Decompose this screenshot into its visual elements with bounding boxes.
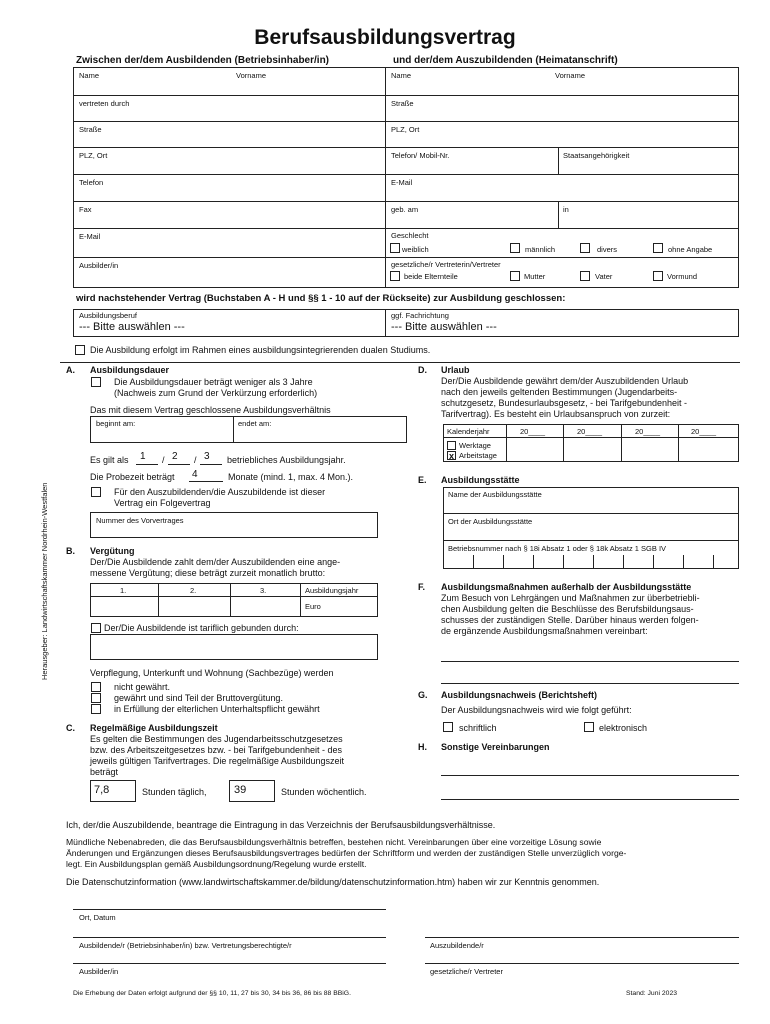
stand-note: Stand: Juni 2023: [626, 990, 678, 997]
checkbox-mutter[interactable]: [510, 271, 520, 281]
label-telefon-left: Telefon: [79, 178, 104, 187]
d-text3: schutzgesetz, Bundesurlaubsgesetz, - bei Tarifgebundenheit -: [441, 398, 687, 408]
label-sig-auszubildende: Auszubildende/r: [430, 941, 484, 950]
label-ort-datum: Ort, Datum: [79, 913, 116, 922]
label-telefon-right: Telefon/ Mobil-Nr.: [391, 151, 450, 160]
f-line-2[interactable]: [441, 683, 739, 684]
a-es-gilt: Es gilt als: [90, 455, 129, 465]
section-c-letter: C.: [66, 723, 75, 733]
b-sach2: gewährt und sind Teil der Bruttovergütung.: [114, 693, 283, 703]
label-vertreten: vertreten durch: [79, 99, 130, 108]
probezeit-value[interactable]: 4: [192, 469, 198, 480]
b-text1: Der/Die Ausbildende zahlt dem/der Auszubildenden eine ange-: [90, 557, 341, 567]
nebenabreden-3: legt. Ein Ausbildungsplan gemäß Ausbildungsordnung/Regelung wurde erstellt.: [66, 859, 367, 869]
d-text2: nach den jeweils geltenden Bestimmungen (Jugendarbeits-: [441, 387, 678, 397]
dual-study-text: Die Ausbildung erfolgt im Rahmen eines ausbildungsintegrierenden dualen Studiums.: [90, 345, 431, 355]
c-text1: Es gelten die Bestimmungen des Jugendarbeitsschutzgesetzes: [90, 734, 343, 744]
jahr-value-1[interactable]: 1: [140, 451, 146, 462]
contract-statement: wird nachstehender Vertrag (Buchstaben A - H und §§ 1 - 10 auf der Rückseite) zur Ausbildung geschlossen:: [76, 293, 566, 304]
label-vertreter: gesetzliche/r Vertreterin/Vertreter: [391, 260, 501, 269]
section-h-letter: H.: [418, 742, 427, 752]
urlaub-year-1[interactable]: 20____: [520, 427, 546, 436]
erhebung-note: Die Erhebung der Daten erfolgt aufgrund der §§ 10, 11, 27 bis 30, 34 bis 36, 86 bis 88 BBiG.: [73, 990, 351, 997]
b-sach1: nicht gewährt.: [114, 682, 171, 692]
label-name-left: Name: [79, 71, 100, 80]
daily-hours-label: Stunden täglich,: [142, 787, 207, 797]
label-arbeitstage: Arbeitstage: [459, 451, 497, 460]
weekly-hours-label: Stunden wöchentlich.: [281, 787, 367, 797]
f-text2: chen Ausbildung gelten die Beschlüsse des Berufsbildungsaus-: [441, 604, 694, 614]
a-cb1-line1: Die Ausbildungsdauer beträgt weniger als 3 Jahre: [114, 377, 313, 387]
label-schriftlich: schriftlich: [459, 723, 497, 733]
label-sig-ausbildende: Ausbildende/r (Betriebsinhaber/in) bzw. Vertretungsberechtigte/r: [79, 941, 292, 950]
checkbox-vater[interactable]: [580, 271, 590, 281]
label-ausbildungsberuf: Ausbildungsberuf: [79, 311, 137, 320]
label-fax: Fax: [79, 205, 92, 214]
label-email-left: E-Mail: [79, 232, 101, 241]
b-sach: Verpflegung, Unterkunft und Wohnung (Sachbezüge) werden: [90, 668, 334, 678]
a-dauer-text: Das mit diesem Vertrag geschlossene Ausbildungsverhältnis: [90, 405, 331, 415]
checkbox-weiblich[interactable]: [390, 243, 400, 253]
checkbox-verkuerzung[interactable]: [91, 377, 101, 387]
f-text1: Zum Besuch von Lehrgängen und Maßnahmen zur überbetriebli-: [441, 593, 700, 603]
label-fachrichtung: ggf. Fachrichtung: [391, 311, 449, 320]
jahr-value-2[interactable]: 2: [172, 451, 178, 462]
checkbox-arbeitstage[interactable]: x: [448, 451, 454, 461]
checkbox-tarif[interactable]: [91, 623, 101, 633]
d-text4: Tarifvertrag). Es besteht ein Urlaubsanspruch von zurzeit:: [441, 409, 671, 419]
checkbox-sach-1[interactable]: [91, 682, 101, 692]
urlaub-year-3[interactable]: 20____: [635, 427, 661, 436]
ort-datum-line[interactable]: [73, 909, 386, 910]
section-b-letter: B.: [66, 546, 75, 556]
verguetung-col-jahr: Ausbildungsjahr: [305, 586, 359, 595]
b-sach3: in Erfüllung der elterlichen Unterhaltspflicht gewährt: [114, 704, 320, 714]
label-beginnt[interactable]: beginnt am:: [96, 419, 136, 428]
eintragung-text: Ich, der/die Auszubildende, beantrage die Eintragung in das Verzeichnis der Berufsausbildungsverhältnisse.: [66, 820, 496, 830]
section-f-letter: F.: [418, 582, 426, 592]
label-name-right: Name: [391, 71, 412, 80]
label-elektronisch: elektronisch: [599, 723, 648, 733]
slash-1: /: [162, 455, 165, 465]
publisher-note: Herausgeber: Landwirtschaftskammer Nordrhein-Westfalen: [40, 482, 49, 680]
section-e-letter: E.: [418, 475, 427, 485]
page-title: Berufsausbildungsvertrag: [254, 26, 516, 49]
label-maennlich: männlich: [525, 245, 556, 254]
section-g-title: Ausbildungsnachweis (Berichtsheft): [441, 690, 598, 700]
sig-ausbildende-line[interactable]: [73, 937, 386, 938]
urlaub-year-2[interactable]: 20____: [577, 427, 603, 436]
label-ausbilder: Ausbilder/in: [79, 261, 119, 270]
checkbox-sach-2[interactable]: [91, 693, 101, 703]
section-h-title: Sonstige Vereinbarungen: [441, 742, 550, 752]
ausbildungsstaette-box: [443, 487, 739, 569]
label-ohne-angabe: ohne Angabe: [668, 245, 713, 254]
label-sig-vertreter: gesetzliche/r Vertreter: [430, 967, 503, 976]
label-plz-right: PLZ, Ort: [391, 125, 420, 134]
label-divers: divers: [597, 245, 618, 254]
tarif-field[interactable]: [90, 634, 378, 660]
section-f-title: Ausbildungsmaßnahmen außerhalb der Ausbildungsstätte: [441, 582, 692, 592]
sig-auszubildende-line[interactable]: [425, 937, 739, 938]
nebenabreden-1: Mündliche Nebenabreden, die das Berufsausbildungsverhältnis betreffen, bestehen nicht. Vereinbarungen über eine vorzeitige Lösung sowie: [66, 837, 602, 847]
label-vormund: Vormund: [667, 272, 698, 281]
checkbox-elektronisch[interactable]: [584, 722, 594, 732]
checkbox-sach-3[interactable]: [91, 704, 101, 714]
label-plz-left: PLZ, Ort: [79, 151, 108, 160]
fachrichtung-select[interactable]: --- Bitte auswählen ---: [391, 321, 497, 333]
section-a-title: Ausbildungsdauer: [90, 365, 170, 375]
section-d-letter: D.: [418, 365, 427, 375]
f-text3: schusses der zuständigen Stelle. Darüber hinaus werden folgen-: [441, 615, 699, 625]
label-geschlecht: Geschlecht: [391, 231, 429, 240]
label-staette-name[interactable]: Name der Ausbildungsstätte: [448, 490, 542, 499]
label-betriebsnummer[interactable]: Betriebsnummer nach § 18i Absatz 1 oder § 18k Absatz 1 SGB IV: [448, 544, 667, 553]
label-email-right: E-Mail: [391, 178, 413, 187]
c-text3: jeweils gültigen Tarifvertrages. Die regelmäßige Ausbildungszeit: [90, 756, 344, 766]
label-vorname-right: Vorname: [555, 71, 586, 80]
daily-hours-value: 7,8: [94, 784, 110, 796]
label-weiblich: weiblich: [402, 245, 429, 254]
label-kalenderjahr: Kalenderjahr: [447, 427, 490, 436]
checkbox-maennlich[interactable]: [510, 243, 520, 253]
section-a-letter: A.: [66, 365, 75, 375]
checkbox-dual-study[interactable]: [75, 345, 85, 355]
label-vater: Vater: [595, 272, 613, 281]
urlaub-year-4[interactable]: 20____: [691, 427, 717, 436]
f-text4: de ergänzende Ausbildungsmaßnahmen vereinbart:: [441, 626, 648, 636]
a-folge1: Für den Auszubildenden/die Auszubildende ist dieser: [114, 487, 326, 497]
b-tarif: Der/Die Ausbildende ist tariflich gebunden durch:: [104, 623, 299, 633]
a-probezeit: Die Probezeit beträgt: [90, 472, 175, 482]
a-cb1-line2: (Nachweis zum Grund der Verkürzung erforderlich): [114, 388, 318, 398]
g-text: Der Ausbildungsnachweis wird wie folgt geführt:: [441, 705, 632, 715]
nebenabreden-2: Änderungen und Ergänzungen dieses Berufsausbildungsvertrages bedürfen der Schriftform und werden der zuständigen Stelle unverzüglich vorge-: [66, 848, 627, 858]
a-betr-jahr: betriebliches Ausbildungsjahr.: [227, 455, 346, 465]
label-vorname-left: Vorname: [236, 71, 267, 80]
label-geb-in: in: [563, 205, 569, 214]
label-strasse-left: Straße: [79, 125, 102, 134]
section-e-title: Ausbildungsstätte: [441, 475, 520, 485]
checkbox-folgevertrag[interactable]: [91, 487, 101, 497]
label-strasse-right: Straße: [391, 99, 414, 108]
label-werktage: Werktage: [459, 441, 491, 450]
verguetung-euro: Euro: [305, 602, 321, 611]
h-line-2[interactable]: [441, 799, 739, 800]
jahr-value-3[interactable]: 3: [204, 451, 210, 462]
b-text2: messene Vergütung; diese beträgt zurzeit monatlich brutto:: [90, 568, 326, 578]
weekly-hours-value: 39: [234, 784, 247, 796]
verguetung-col-2: 2.: [190, 586, 197, 595]
label-vorvertrag: Nummer des Vorvertrages: [96, 516, 184, 525]
section-g-letter: G.: [418, 690, 428, 700]
label-beide: beide Elternteile: [404, 272, 458, 281]
d-text: [441, 376, 739, 420]
h-line-1[interactable]: [441, 775, 739, 776]
c-text4: beträgt: [90, 767, 119, 777]
a-monate: Monate (mind. 1, max. 4 Mon.).: [228, 472, 354, 482]
f-text: [441, 593, 739, 637]
section-b-title: Vergütung: [90, 546, 135, 556]
c-text: [90, 734, 388, 778]
checkbox-divers[interactable]: [580, 243, 590, 253]
header-left: Zwischen der/dem Ausbildenden (Betriebsinhaber/in): [76, 55, 330, 66]
label-endet[interactable]: endet am:: [238, 419, 272, 428]
checkbox-schriftlich[interactable]: [443, 722, 453, 732]
slash-2: /: [194, 455, 197, 465]
a-folge2: Vertrag ein Folgevertrag: [114, 498, 211, 508]
checkbox-beide-elternteile[interactable]: [390, 271, 400, 281]
sig-vertreter-line[interactable]: [425, 963, 739, 964]
c-text2: bzw. des Arbeitszeitgesetzes bzw. - bei Tarifgebundenheit - des: [90, 745, 342, 755]
label-geb-am: geb. am: [391, 205, 419, 214]
f-line-1[interactable]: [441, 661, 739, 662]
label-staette-ort[interactable]: Ort der Ausbildungsstätte: [448, 517, 533, 526]
sig-ausbilder-line[interactable]: [73, 963, 386, 964]
ausbildungsberuf-select[interactable]: --- Bitte auswählen ---: [79, 321, 185, 333]
section-c-title: Regelmäßige Ausbildungszeit: [90, 723, 218, 733]
section-d-title: Urlaub: [441, 365, 470, 375]
d-text1: Der/Die Ausbildende gewährt dem/der Auszubildenden Urlaub: [441, 376, 689, 386]
verguetung-col-3: 3.: [260, 586, 267, 595]
checkbox-ohne-angabe[interactable]: [653, 243, 663, 253]
label-mutter: Mutter: [524, 272, 546, 281]
label-staatsangehoerigkeit: Staatsangehörigkeit: [563, 151, 630, 160]
verguetung-col-1: 1.: [120, 586, 127, 595]
checkbox-vormund[interactable]: [653, 271, 663, 281]
datenschutz-text: Die Datenschutzinformation (www.landwirtschaftskammer.de/bildung/datenschutzinformation.htm) haben wir zur Kenntnis genommen.: [66, 877, 600, 887]
header-right: und der/dem Auszubildenden (Heimatanschrift): [393, 55, 618, 66]
checkbox-werktage[interactable]: [447, 441, 456, 450]
label-sig-ausbilder: Ausbilder/in: [79, 967, 119, 976]
